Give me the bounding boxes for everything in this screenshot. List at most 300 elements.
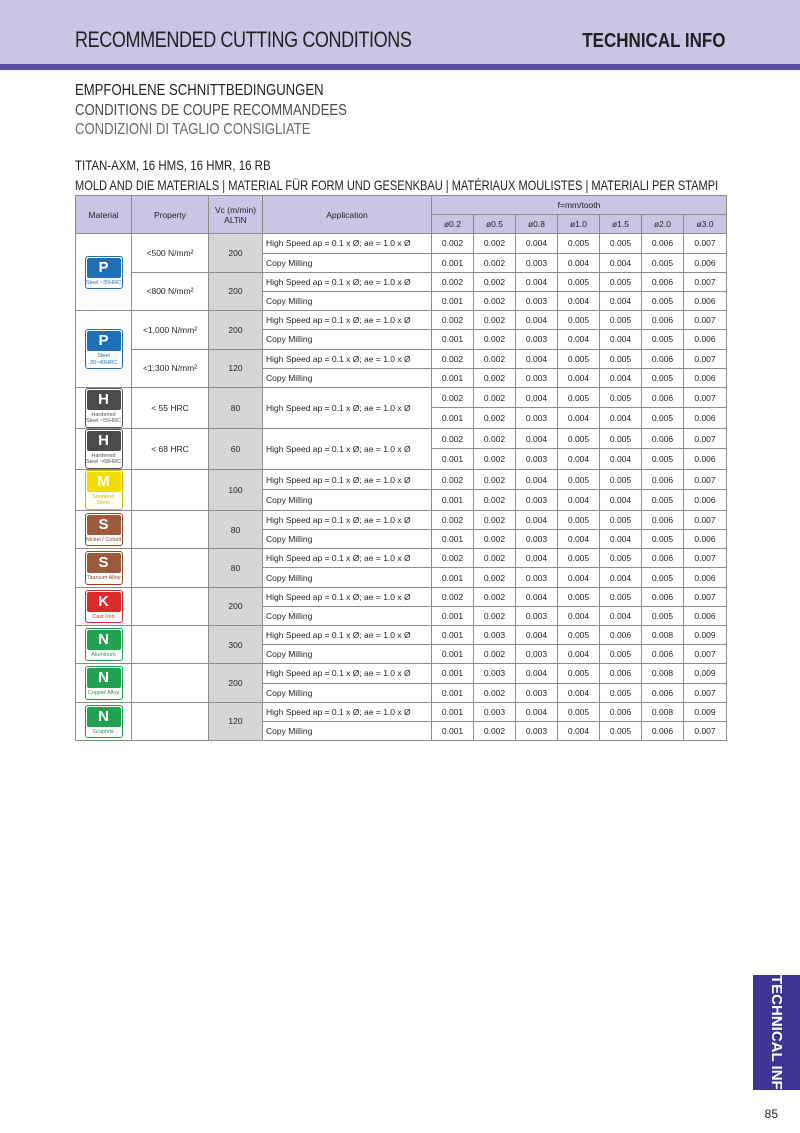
feed-value: 0.004 (516, 702, 558, 721)
feed-value: 0.006 (642, 428, 684, 449)
material-letter: H (87, 431, 121, 451)
feed-value: 0.001 (432, 291, 474, 310)
feed-value: 0.005 (600, 349, 642, 368)
feed-value: 0.006 (684, 530, 727, 549)
application-cell: Copy Milling (263, 683, 432, 702)
material-badge (85, 551, 123, 585)
feed-value: 0.001 (432, 490, 474, 511)
table-row (76, 587, 727, 606)
application-cell: High Speed ap = 0.1 x Ø; ae = 1.0 x Ø (263, 664, 432, 683)
subtitles (75, 81, 475, 140)
feed-value: 0.007 (684, 721, 727, 740)
header-rule (0, 64, 800, 70)
feed-value: 0.004 (600, 368, 642, 387)
page-title: RECOMMENDED CUTTING CONDITIONS (75, 27, 412, 52)
application-cell: Copy Milling (263, 645, 432, 664)
feed-value: 0.009 (684, 626, 727, 645)
feed-value: 0.007 (684, 645, 727, 664)
table-row (76, 549, 727, 568)
feed-value: 0.001 (432, 721, 474, 740)
feed-value: 0.004 (600, 606, 642, 625)
feed-value: 0.003 (516, 606, 558, 625)
feed-value: 0.002 (432, 272, 474, 291)
col-vc-line1: Vc (m/min) (214, 204, 257, 215)
material-cell (76, 234, 132, 311)
feed-value: 0.005 (642, 330, 684, 349)
feed-value: 0.004 (516, 510, 558, 529)
feed-value: 0.004 (516, 626, 558, 645)
material-cell (76, 510, 132, 548)
feed-value: 0.004 (558, 645, 600, 664)
col-diameter: ø0.5 (474, 215, 516, 234)
feed-value: 0.004 (558, 683, 600, 702)
feed-value: 0.002 (474, 428, 516, 449)
table-row (76, 469, 727, 490)
feed-value: 0.002 (474, 408, 516, 429)
material-badge (85, 256, 123, 290)
feed-value: 0.007 (684, 349, 727, 368)
feed-value: 0.007 (684, 469, 727, 490)
feed-value: 0.006 (600, 626, 642, 645)
material-letter: N (87, 707, 121, 727)
property-cell (132, 549, 209, 587)
subtitle-de: EMPFOHLENE SCHNITTBEDINGUNGEN (75, 82, 324, 99)
feed-value: 0.002 (474, 606, 516, 625)
vc-cell: 120 (209, 702, 263, 740)
feed-value: 0.006 (642, 645, 684, 664)
vc-cell: 60 (209, 428, 263, 469)
vc-cell: 200 (209, 311, 263, 349)
property-cell: <1,300 N/mm² (132, 349, 209, 387)
feed-value: 0.001 (432, 645, 474, 664)
product-line: TITAN-AXM, 16 HMS, 16 HMR, 16 RB (75, 157, 271, 173)
feed-value: 0.006 (642, 234, 684, 253)
feed-value: 0.003 (516, 449, 558, 470)
application-cell: High Speed ap = 0.1 x Ø; ae = 1.0 x Ø (263, 587, 432, 606)
feed-value: 0.002 (474, 683, 516, 702)
feed-value: 0.003 (516, 490, 558, 511)
application-cell: High Speed ap = 0.1 x Ø; ae = 1.0 x Ø (263, 549, 432, 568)
feed-value: 0.005 (642, 530, 684, 549)
feed-value: 0.005 (558, 311, 600, 330)
feed-value: 0.002 (432, 311, 474, 330)
feed-value: 0.001 (432, 606, 474, 625)
feed-value: 0.005 (600, 428, 642, 449)
feed-value: 0.004 (600, 449, 642, 470)
material-badge (85, 470, 123, 510)
feed-value: 0.005 (600, 510, 642, 529)
material-badge (85, 429, 123, 469)
property-cell (132, 626, 209, 664)
feed-value: 0.005 (558, 387, 600, 408)
table-row (76, 428, 727, 449)
vc-cell: 200 (209, 234, 263, 272)
feed-value: 0.008 (642, 664, 684, 683)
col-diameter: ø1.5 (600, 215, 642, 234)
material-caption: Cast Iron (92, 613, 115, 620)
material-caption: Stainless Steel (92, 493, 115, 507)
feed-value: 0.003 (516, 291, 558, 310)
feed-value: 0.002 (474, 234, 516, 253)
feed-value: 0.001 (432, 664, 474, 683)
property-cell (132, 587, 209, 625)
feed-value: 0.004 (558, 408, 600, 429)
feed-value: 0.005 (558, 234, 600, 253)
feed-value: 0.002 (474, 568, 516, 587)
feed-value: 0.001 (432, 683, 474, 702)
feed-value: 0.002 (432, 587, 474, 606)
property-cell: < 55 HRC (132, 387, 209, 428)
material-caption: Hardened Steel ~55HRC (85, 411, 122, 425)
feed-value: 0.001 (432, 330, 474, 349)
feed-value: 0.006 (600, 664, 642, 683)
application-cell: Copy Milling (263, 253, 432, 272)
side-tab (753, 975, 800, 1102)
feed-value: 0.006 (642, 510, 684, 529)
feed-value: 0.005 (558, 587, 600, 606)
feed-value: 0.001 (432, 449, 474, 470)
feed-value: 0.007 (684, 510, 727, 529)
feed-value: 0.005 (600, 387, 642, 408)
feed-value: 0.006 (642, 311, 684, 330)
col-application: Application (263, 196, 432, 234)
feed-value: 0.005 (558, 469, 600, 490)
table-header-row (76, 196, 727, 215)
feed-value: 0.001 (432, 702, 474, 721)
vc-cell: 200 (209, 587, 263, 625)
feed-value: 0.004 (516, 664, 558, 683)
application-cell: High Speed ap = 0.1 x Ø; ae = 1.0 x Ø (263, 469, 432, 490)
application-cell: High Speed ap = 0.1 x Ø; ae = 1.0 x Ø (263, 234, 432, 253)
table-row (76, 702, 727, 721)
vc-cell: 80 (209, 510, 263, 548)
feed-value: 0.004 (516, 428, 558, 449)
material-letter: P (87, 258, 121, 278)
feed-value: 0.007 (684, 683, 727, 702)
application-cell: High Speed ap = 0.1 x Ø; ae = 1.0 x Ø (263, 272, 432, 291)
col-diameter: ø2.0 (642, 215, 684, 234)
feed-value: 0.004 (516, 587, 558, 606)
material-caption: Aluminum (91, 651, 116, 658)
feed-value: 0.005 (642, 253, 684, 272)
col-material: Material (76, 196, 132, 234)
feed-value: 0.007 (684, 272, 727, 291)
vc-cell: 100 (209, 469, 263, 510)
application-cell: High Speed ap = 0.1 x Ø; ae = 1.0 x Ø (263, 626, 432, 645)
feed-value: 0.006 (642, 721, 684, 740)
feed-value: 0.001 (432, 368, 474, 387)
feed-value: 0.004 (600, 291, 642, 310)
feed-value: 0.002 (474, 349, 516, 368)
feed-value: 0.001 (432, 408, 474, 429)
feed-value: 0.005 (558, 349, 600, 368)
feed-value: 0.005 (600, 587, 642, 606)
feed-value: 0.003 (516, 645, 558, 664)
feed-value: 0.001 (432, 253, 474, 272)
feed-value: 0.003 (516, 408, 558, 429)
feed-value: 0.002 (432, 549, 474, 568)
feed-value: 0.007 (684, 311, 727, 330)
application-cell: Copy Milling (263, 291, 432, 310)
feed-value: 0.006 (684, 408, 727, 429)
table-row (76, 626, 727, 645)
col-vc (209, 196, 263, 234)
feed-value: 0.005 (558, 428, 600, 449)
application-cell: High Speed ap = 0.1 x Ø; ae = 1.0 x Ø (263, 349, 432, 368)
table-row (76, 272, 727, 291)
feed-value: 0.005 (558, 702, 600, 721)
material-cell (76, 387, 132, 428)
application-cell: High Speed ap = 0.1 x Ø; ae = 1.0 x Ø (263, 387, 432, 428)
vc-cell: 80 (209, 549, 263, 587)
feed-value: 0.005 (642, 408, 684, 429)
material-letter: K (87, 592, 121, 612)
feed-value: 0.009 (684, 664, 727, 683)
feed-value: 0.003 (516, 683, 558, 702)
feed-value: 0.003 (474, 702, 516, 721)
application-cell: Copy Milling (263, 606, 432, 625)
feed-value: 0.004 (558, 368, 600, 387)
col-property: Property (132, 196, 209, 234)
vc-cell: 200 (209, 272, 263, 310)
feed-value: 0.002 (474, 510, 516, 529)
feed-value: 0.006 (684, 449, 727, 470)
feed-value: 0.005 (600, 721, 642, 740)
feed-value: 0.004 (558, 330, 600, 349)
feed-value: 0.006 (684, 490, 727, 511)
feed-value: 0.006 (642, 549, 684, 568)
feed-value: 0.005 (600, 234, 642, 253)
table-row (76, 664, 727, 683)
feed-value: 0.002 (474, 291, 516, 310)
feed-value: 0.005 (600, 272, 642, 291)
feed-value: 0.005 (600, 469, 642, 490)
feed-value: 0.005 (600, 683, 642, 702)
feed-value: 0.007 (684, 428, 727, 449)
material-caption: Steel 30~40HRC (89, 353, 118, 366)
feed-value: 0.004 (516, 234, 558, 253)
material-badge (85, 666, 123, 700)
material-cell (76, 549, 132, 587)
feed-value: 0.007 (684, 234, 727, 253)
feed-value: 0.004 (558, 253, 600, 272)
feed-value: 0.004 (516, 387, 558, 408)
feed-value: 0.006 (642, 272, 684, 291)
feed-value: 0.006 (684, 568, 727, 587)
col-feed: f=mm/tooth (432, 196, 727, 215)
table-row (76, 234, 727, 253)
feed-value: 0.003 (516, 721, 558, 740)
feed-value: 0.004 (558, 449, 600, 470)
feed-value: 0.005 (558, 549, 600, 568)
feed-value: 0.006 (684, 606, 727, 625)
material-cell (76, 311, 132, 388)
feed-value: 0.004 (558, 721, 600, 740)
material-badge (85, 513, 123, 547)
feed-value: 0.002 (474, 368, 516, 387)
material-letter: H (87, 390, 121, 410)
feed-value: 0.004 (516, 549, 558, 568)
feed-value: 0.005 (558, 626, 600, 645)
material-letter: M (87, 472, 121, 492)
feed-value: 0.002 (474, 645, 516, 664)
col-diameter: ø0.2 (432, 215, 474, 234)
feed-value: 0.002 (432, 510, 474, 529)
property-cell: <800 N/mm² (132, 272, 209, 310)
feed-value: 0.004 (558, 291, 600, 310)
feed-value: 0.004 (558, 490, 600, 511)
feed-value: 0.006 (684, 291, 727, 310)
material-caption: Hardened Steel ~68HRC (85, 452, 122, 466)
feed-value: 0.005 (642, 490, 684, 511)
feed-value: 0.006 (600, 702, 642, 721)
feed-value: 0.006 (642, 387, 684, 408)
feed-value: 0.003 (516, 253, 558, 272)
property-cell (132, 469, 209, 510)
table-row (76, 311, 727, 330)
feed-value: 0.002 (474, 530, 516, 549)
material-cell (76, 428, 132, 469)
feed-value: 0.006 (684, 330, 727, 349)
material-cell (76, 702, 132, 740)
feed-value: 0.006 (684, 368, 727, 387)
table-row (76, 349, 727, 368)
feed-value: 0.005 (600, 311, 642, 330)
feed-value: 0.001 (432, 530, 474, 549)
cutting-conditions-table (75, 195, 727, 741)
material-badge (85, 388, 123, 428)
feed-value: 0.003 (516, 530, 558, 549)
feed-value: 0.007 (684, 587, 727, 606)
feed-value: 0.004 (516, 469, 558, 490)
vc-cell: 120 (209, 349, 263, 387)
application-cell: High Speed ap = 0.1 x Ø; ae = 1.0 x Ø (263, 510, 432, 529)
material-badge (85, 705, 123, 739)
feed-value: 0.002 (474, 449, 516, 470)
material-cell (76, 664, 132, 702)
material-caption: Titanium Alloy (86, 575, 121, 582)
material-caption: Nickel / Cobalt (85, 536, 122, 543)
feed-value: 0.002 (432, 234, 474, 253)
feed-value: 0.002 (474, 253, 516, 272)
material-badge (85, 329, 123, 369)
property-cell: <1,000 N/mm² (132, 311, 209, 349)
feed-value: 0.003 (516, 568, 558, 587)
property-cell (132, 702, 209, 740)
feed-value: 0.004 (600, 490, 642, 511)
feed-value: 0.005 (558, 510, 600, 529)
feed-value: 0.002 (432, 469, 474, 490)
application-cell: Copy Milling (263, 330, 432, 349)
property-cell (132, 664, 209, 702)
feed-value: 0.004 (600, 253, 642, 272)
material-cell (76, 469, 132, 510)
material-caption: Graphite (92, 728, 115, 735)
feed-value: 0.006 (684, 253, 727, 272)
application-cell: Copy Milling (263, 490, 432, 511)
table-body (76, 234, 727, 741)
material-letter: S (87, 515, 121, 535)
feed-value: 0.007 (684, 549, 727, 568)
col-vc-line2: ALTiN (224, 214, 247, 225)
application-cell: Copy Milling (263, 568, 432, 587)
application-cell: High Speed ap = 0.1 x Ø; ae = 1.0 x Ø (263, 311, 432, 330)
feed-value: 0.002 (474, 721, 516, 740)
subtitle-it: CONDIZIONI DI TAGLIO CONSIGLIATE (75, 121, 311, 138)
material-letter: N (87, 630, 121, 650)
col-diameter: ø1.0 (558, 215, 600, 234)
feed-value: 0.002 (474, 587, 516, 606)
feed-value: 0.002 (474, 330, 516, 349)
feed-value: 0.004 (558, 568, 600, 587)
material-cell (76, 587, 132, 625)
feed-value: 0.004 (516, 311, 558, 330)
feed-value: 0.001 (432, 568, 474, 587)
col-diameter: ø0.8 (516, 215, 558, 234)
feed-value: 0.005 (558, 664, 600, 683)
feed-value: 0.005 (642, 606, 684, 625)
feed-value: 0.004 (600, 568, 642, 587)
feed-value: 0.003 (516, 368, 558, 387)
property-cell: < 68 HRC (132, 428, 209, 469)
feed-value: 0.002 (474, 311, 516, 330)
feed-value: 0.006 (642, 349, 684, 368)
col-diameter: ø3.0 (684, 215, 727, 234)
feed-value: 0.003 (516, 330, 558, 349)
material-cell (76, 626, 132, 664)
feed-value: 0.006 (642, 587, 684, 606)
feed-value: 0.002 (474, 272, 516, 291)
feed-value: 0.003 (474, 664, 516, 683)
page-number: 85 (764, 1107, 778, 1121)
feed-value: 0.004 (558, 606, 600, 625)
material-letter: N (87, 668, 121, 688)
side-tab-label: TECHNICAL INFO (768, 975, 785, 1102)
feed-value: 0.005 (558, 272, 600, 291)
material-letter: P (87, 331, 121, 351)
feed-value: 0.007 (684, 387, 727, 408)
property-cell: <500 N/mm² (132, 234, 209, 272)
feed-value: 0.004 (600, 408, 642, 429)
feed-value: 0.005 (600, 549, 642, 568)
feed-value: 0.002 (432, 349, 474, 368)
feed-value: 0.002 (474, 469, 516, 490)
feed-value: 0.005 (600, 645, 642, 664)
table-row (76, 510, 727, 529)
material-badge (85, 590, 123, 624)
feed-value: 0.005 (642, 291, 684, 310)
feed-value: 0.004 (600, 530, 642, 549)
feed-value: 0.001 (432, 626, 474, 645)
material-letter: S (87, 553, 121, 573)
feed-value: 0.002 (474, 490, 516, 511)
feed-value: 0.004 (516, 272, 558, 291)
vc-cell: 80 (209, 387, 263, 428)
feed-value: 0.005 (642, 449, 684, 470)
feed-value: 0.004 (600, 330, 642, 349)
feed-value: 0.004 (516, 349, 558, 368)
application-cell: Copy Milling (263, 721, 432, 740)
feed-value: 0.002 (432, 428, 474, 449)
feed-value: 0.006 (642, 469, 684, 490)
feed-value: 0.009 (684, 702, 727, 721)
feed-value: 0.008 (642, 702, 684, 721)
feed-value: 0.006 (642, 683, 684, 702)
feed-value: 0.002 (432, 387, 474, 408)
feed-value: 0.002 (474, 549, 516, 568)
material-caption: Steel ~30HRC (85, 279, 122, 286)
section-tag: TECHNICAL INFO (582, 30, 726, 52)
